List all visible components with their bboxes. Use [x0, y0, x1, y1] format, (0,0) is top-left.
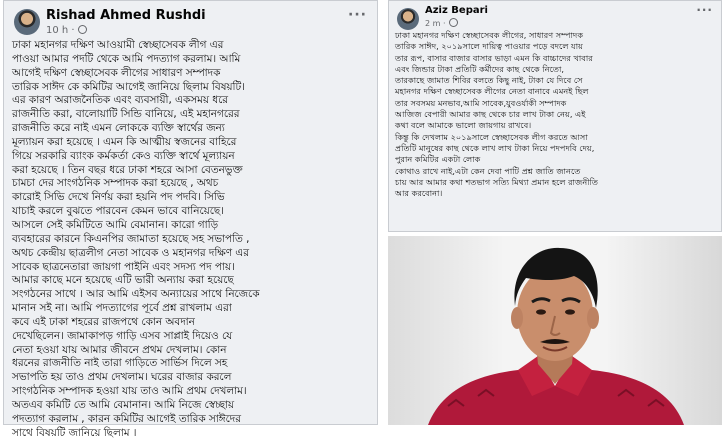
eye: [536, 309, 546, 314]
facebook-post-left: [3, 0, 378, 439]
facebook-post-right: [388, 0, 722, 232]
ear: [511, 307, 523, 329]
portrait-photo: [388, 236, 722, 425]
globe-icon: [449, 18, 458, 27]
more-dots-icon[interactable]: ···: [348, 7, 367, 23]
globe-icon: [78, 25, 87, 34]
avatar[interactable]: [14, 9, 40, 35]
eye: [565, 309, 575, 314]
post-text: ঢাকা মহানগর দক্ষিণ স্বেচ্ছাসেবক লীগের, সাধারণ সম্পাদক তারিক সাঈদ, ২০১৯সালে দায়িত্ব পাওয়ার পড়ে বদলে যায় তার রূপ, বাসার বাজার বাসার ভাড়া এমন কি বাচ্চাদের খাবার এবং জিন্ডার টাকা প্রতিটি কর্মীদের কাছ থেকে নিতো, তারকাছে জামাত শিবির বলতে কিছু নাই, টাকা যে দিবে সে মহানগর দক্ষিণ স্বেচ্ছাসেবক লীগের নেতা বানাবে এমনই ছিল তার সবসময় মনভাব,আমি সাবেক,যুবওর্যাকী সম্পাদক আজিজ বেপারী আমার কাছ থেকে চার লাখ টাকা নেয়, এই কথা বলে আমাকে ভালো জায়গায় রাখবে। কিন্তু কি দেখলাম ২০১৯সালে স্বেচ্ছাসেবক লীগ করতে আসা প্রতিটি মানুষের কাছ থেকে লাখ লাখ টাকা নিয়ে পদপদবি দেয়, পুরান কমিটির একটা লোক কোথাও রাখে নাই,এটা কেন দেবা পাটি প্রশ্ন জাতি জানতে চায় আর আমার কথা শতভাগ সত্যি মিথ্যা প্রমান হলে রাজনীতি আর করবোনা।: [395, 30, 599, 199]
post-text: ঢাকা মহানগর দক্ষিণ আওয়ামী স্বেচ্ছাসেবক লীগ এর পাওয়া আমার পদটি থেকে আমি পদত্যাগ করলাম। আমি আগেই দক্ষিণ স্বেচ্ছাসেবক লীগের সাধারণ সম্পাদক তারিক সাঈদ কে কমিটির আগেই জানিয়ে ছিলাম বিষয়টি। এর কারণ অরাজনৈতিক এবং ব্যবসায়ী, একসময় ধরে রাজনীতি করা, বালোয়াটি সিন্ডি বানিয়ে, এই মহানগরের রাজনীতি করে নাই এমন লোককে ব্যক্তি স্বার্থের জন্য মূল্যায়ন করা হয়েছে । এমন কি আত্মীয় স্বজনের বাহিরে গিয়ে সরকারি ব্যাংক কর্মকর্তা কেও ব্যক্তি স্বার্থে মূল্যায়ন করা হয়েছে । তিন বছর ধরে ঢাকা শহরে আসা বেতনভুক্ত চামচা দের সাংগঠনিক সম্পাদক করা হয়েছে , অথচ কারোই সিভি দেখে নির্ণয় করা হয়নি পদ পদবি। সিভি যাচাই করলে বুঝতে পারবেন কেমন ভাবে বানিয়েছে। আসলে সেই কমিটিতে আমি বেমানান। কারো গাড়ি ব্যবহারের কারনে কিএনপির জামাতা হয়েছে সহ সভাপতি , অথচ কেন্দ্রীয় ছাত্রলীগ নেতা সাবেক ও মহানগর দক্ষিণ এর সাবেক ছাত্রনেতারা জায়গা পাইনি এবং সদস্য পদ পায়। আমার কাছে মনে হয়েছে এটি ভারী অন্যায় করা হয়েছে সংগঠনের সাথে । আর আমি এইসব অন্যায়ের সাথে নিজেকে মানান সই না। আমি পদত্যাগের পূর্বে প্রশ্ন রাখলাম এরা কবে এই ঢাকা শহরের রাজপথে কোন অবদান দেখেছিলেন। জামাকাপড় গাড়ি এসব সাপ্লাই দিয়েও যে নেতা হওয়া যায় আমার জীবনে প্রথম দেখলাম। কোন ধরনের রাজনীতি নাই তারা গাড়িতে সার্ভিস দিলে সহ সভাপতি হয় তাও প্রথম দেখলাম। ঘরের বাজার করলে সাংগঠনিক সম্পাদক হওয়া যায় তাও আমি প্রথম দেখলাম। অতএব কমিটি তে আমি বেমানান। আমি নিজে স্বেচ্ছায় পদত্যাগ করলাম , কারন কমিটির আগেই তারিক সাঈদের সাথে বিষয়টি জানিয়ে ছিলাম ।: [12, 39, 260, 439]
ear: [587, 307, 599, 329]
portrait-illustration: [388, 236, 722, 425]
post-time[interactable]: 2 m ·: [425, 18, 458, 28]
post-time[interactable]: 10 h ·: [46, 25, 87, 36]
face: [517, 267, 593, 361]
author-name[interactable]: Rishad Ahmed Rushdi: [46, 8, 206, 23]
post-header: [4, 1, 377, 41]
avatar[interactable]: [397, 8, 419, 30]
author-name[interactable]: Aziz Bepari: [425, 5, 488, 16]
more-dots-icon[interactable]: ···: [696, 3, 713, 17]
